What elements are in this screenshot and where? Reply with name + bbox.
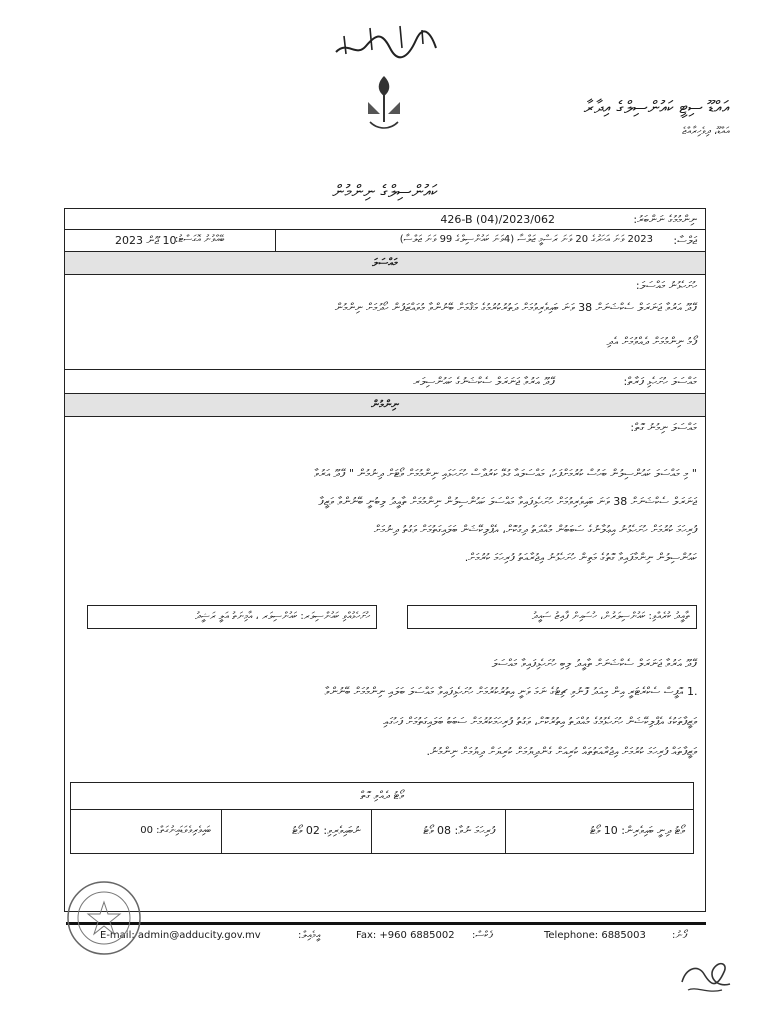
vote-cell-value: 00 bbox=[140, 825, 153, 836]
vote-cell-absent bbox=[71, 809, 221, 853]
footer-divider bbox=[66, 922, 706, 925]
vote-cell-present bbox=[539, 809, 695, 853]
item-number: 1. bbox=[687, 685, 698, 698]
decision-number: 426-B (04)/2023/062 bbox=[440, 213, 555, 226]
meeting-date-label: ބޭއްވުނު އޮގަސްޓު: bbox=[175, 234, 225, 245]
decision-sub-label: މައްސަލަ ނިމުނު ގޮތް: bbox=[630, 421, 697, 434]
meeting-info: 2023 ވަނަ އަހަރުގެ 20 ވަނަ ރަސްމީ ޖަލްސާ (4ވަނަ ކައުންސިލްގެ 99 ވަނަ ޖަލްސާ) bbox=[399, 234, 653, 245]
footer-phone: Telephone: 6885003 bbox=[544, 930, 646, 941]
decision-heading: ނިންމުން bbox=[371, 398, 399, 411]
item-paragraph-1: އޮފީސް ސެކްރެޓަރީ އިން މިއަދު ފޮނުވި ޗިޓުގެ ނަމަ ވަނީ އިތުރުކުރުމަށް ހުށަހެޅިފައިވާ މައްސަލަ ބަލައި ނިންމުމަށް ބޭނުންވާ bbox=[324, 685, 683, 698]
decision-paragraph-4: ކައުންސިލުން ނިންމާފައިވާ ގޮތުގެ މަތިން ހުށަހެޅުނު އިޖުރާއަތު ފުރިހަމަ ކުރުމަށް. bbox=[464, 551, 697, 564]
topic-value: ފޭދޫ އަރުވާ ޖަނަރަލް ސެކްޝަނުގެ ކައުންސިލަރ bbox=[413, 375, 555, 388]
seconded-by-box bbox=[407, 605, 697, 629]
vote-table bbox=[70, 782, 694, 854]
emblem-icon bbox=[360, 68, 408, 140]
agenda-sub-label: ހުށަހެޅުނު މައްސަލަ: bbox=[635, 279, 697, 292]
vote-cell-label: ބައިވެރިވެވަޑައިނުގަތް: bbox=[156, 825, 211, 836]
decision-paragraph-3: ފުރިހަމަ ކުރުމަށް ހުށަހެޅުނު އިޢުލާނުގެ ސަބަބުން މުއްދަތު ދިގުކޮށް، އެޕްލިކޭޝަން ބަލައިގަތުމަށް ވަގުތު ދިނުމަށް bbox=[373, 523, 697, 536]
vote-cell-label: ނުބައިވެރިވި: bbox=[323, 824, 361, 837]
footer-phone-label: ފޯނު: bbox=[672, 930, 687, 941]
instruction-line: ފޭދޫ އަރުވާ ޖަނަރަލް ސެކްޝަނަށް ތާއީދު ލިބި ހުށަހެޅިފައިވާ މައްސަލަ bbox=[491, 657, 697, 670]
item-paragraph-3: ވަޒީފާތައް ފުރިހަމަ ކުރުމަށް އިޖުރާއަތުތައް ކުރިއަށް ގެންދިޔުމަށް ކުރިޔަށް ދިޔުމަށް ނިންމުނު. bbox=[426, 745, 697, 758]
seconded-by-text: ތާއީދު ކުރެއްވި: ކައުންސިލަރުން، ހުސައިން ފާއިޒު ސައީދު bbox=[531, 611, 690, 622]
decision-paragraph-2: ޖަނަރަލް ސެކްޝަނަށް 38 ވަނަ ބައިވެރިވުމަށް ހުށަހެޅިފައިވާ މައްސަލަ ކައުންސިލުން ނިންމުމަށް ތާއީދު ލިބުނީ ބޭނުންވާ ވަޒީފާ bbox=[318, 495, 697, 508]
topic-label: މައްސަލަ ހުށަހެޅި ފަރާތް: bbox=[623, 375, 697, 388]
office-subtitle: އައްޑޫ، ދިވެހިރާއްޖެ bbox=[682, 126, 730, 137]
signature-icon bbox=[676, 950, 736, 1000]
agenda-paragraph-2: ފޯމު ނިންމުމަށް ދެއްވުމަށް އެދި bbox=[606, 335, 697, 348]
bismillah-calligraphy bbox=[330, 18, 440, 68]
footer-fax-label: ފެކްސް: bbox=[472, 930, 493, 941]
document-title: ކައުންސިލްގެ ނިންމުން bbox=[332, 182, 438, 202]
decision-paragraph-1: " މި މައްސަލަ ކައުންސިލުން ބަހުސް ކުރުމަށްފަހު، މައްސަލައާ ގުޅޭ ކަރުދާސް ހުށަހަޅައި ނިންމުމަށް ވޯޓަށް ދިނުމުން " ފޭދޫ އަރުވާ bbox=[313, 467, 697, 480]
office-title: އައްޑޫ ސިޓީ ކައުންސިލްގެ އިދާރާ bbox=[583, 98, 730, 118]
agenda-heading: މައްސަލަ bbox=[372, 256, 398, 269]
vote-cell-against bbox=[383, 809, 505, 853]
proposed-by-box bbox=[87, 605, 377, 629]
vote-cell-label: ވޯޓު ދިނީ ބައިވެރިން: bbox=[621, 824, 685, 837]
item-paragraph-2: ވަޒީފާތަކުގެ އެޕްލިކޭޝަން ހުށަހެޅުމުގެ މުއްދަތު އިތުރުކޮށް، ވަގުތު ފުރިހަމަކުރުމަށް ސަބަބު ބަލައިގަތުމަށް ފަހުގައި bbox=[383, 715, 697, 728]
footer-email: E-mail: admin@adducity.gov.mv bbox=[100, 930, 261, 941]
vote-cell-value: 08 ވޯޓު bbox=[423, 824, 452, 837]
office-stamp-icon bbox=[64, 878, 144, 958]
footer-fax: Fax: +960 6885002 bbox=[356, 930, 455, 941]
proposed-by-text: ހުށަހެޅުއްވި ކައުންސިލަރ: ކައުންސިލަރ ، އާމިނަތު އަލީ ރަޝީދު bbox=[194, 611, 370, 622]
vote-cell-value: 10 ވޯޓު bbox=[589, 824, 618, 837]
footer-email-label: އީމެއިލް: bbox=[298, 930, 321, 941]
vote-cell-label: ފުރިހަމަ ނުވާ: bbox=[454, 824, 495, 837]
meeting-date: 10 ޖޫން 2023 bbox=[115, 234, 177, 247]
meeting-label: ޖަލްސާ: bbox=[673, 234, 697, 247]
decision-number-label: ނިންމުމުގެ ނަންބަރު: bbox=[633, 213, 697, 226]
agenda-paragraph-1: ފޭދޫ އަރުވާ ޖަނަރަލް ސެކްޝަނަށް 38 ވަނަ ބައިވެރިވުމަށް ދަތުރުކުރުމުގެ މަޤާމަށް ބޭނުންވާ މުވައްޒަފުން ހޯދުމަށް ނިންމުން bbox=[334, 301, 697, 314]
vote-cell-value: 02 ވޯޓު bbox=[292, 824, 320, 837]
vote-cell-abstain bbox=[223, 809, 371, 853]
vote-table-heading: ވޯޓު ދެއްވި ގޮތް bbox=[71, 783, 693, 810]
